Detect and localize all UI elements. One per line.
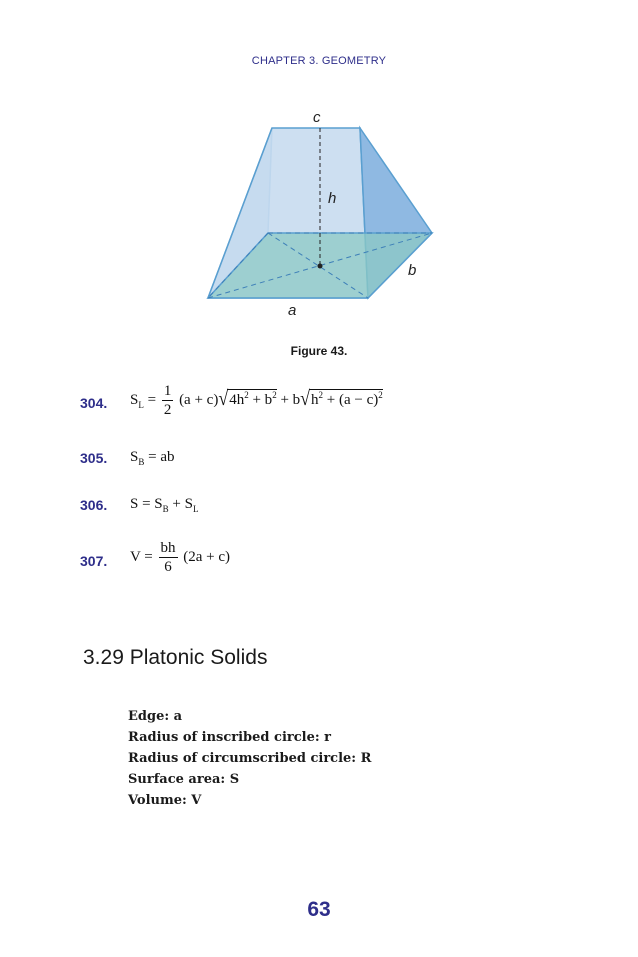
label-c: c [313, 109, 321, 126]
section-title: 3.29 Platonic Solids [83, 646, 268, 669]
definition-item: Volume: V [128, 793, 202, 808]
label-b: b [408, 262, 417, 279]
definitions-list [128, 706, 371, 811]
definition-item: Edge: a [128, 709, 183, 724]
frustum-figure [180, 100, 470, 325]
formula-304: $S_L$ = $\frac{1}{2}$ $(a + c)√4h^2 + b^2 + b√h^2 + (a - c)^2$ [130, 383, 383, 418]
label-a: a [288, 302, 297, 319]
formula-number: 305. [80, 450, 108, 466]
formula-307: V = $\frac{bh}{6}$ (2a + c) [130, 540, 231, 575]
page-number: 63 [307, 898, 331, 921]
definition-item: Radius of inscribed circle: r [128, 730, 332, 745]
definition-item: Surface area: S [128, 772, 240, 787]
formula-306: $S = S_B + S_L$ [130, 496, 199, 514]
definition-item: Radius of circumscribed circle: R [128, 751, 372, 766]
frustum-diagram [180, 100, 470, 325]
formula-number: 304. [80, 395, 108, 411]
formula-number: 307. [80, 553, 108, 569]
figure-caption: Figure 43. [290, 344, 348, 358]
height-foot [318, 264, 323, 269]
label-h: h [328, 190, 337, 207]
formula-305: $S_B$ = ab [130, 449, 175, 467]
formula-number: 306. [80, 497, 108, 513]
chapter-header: CHAPTER 3. GEOMETRY [251, 55, 387, 67]
